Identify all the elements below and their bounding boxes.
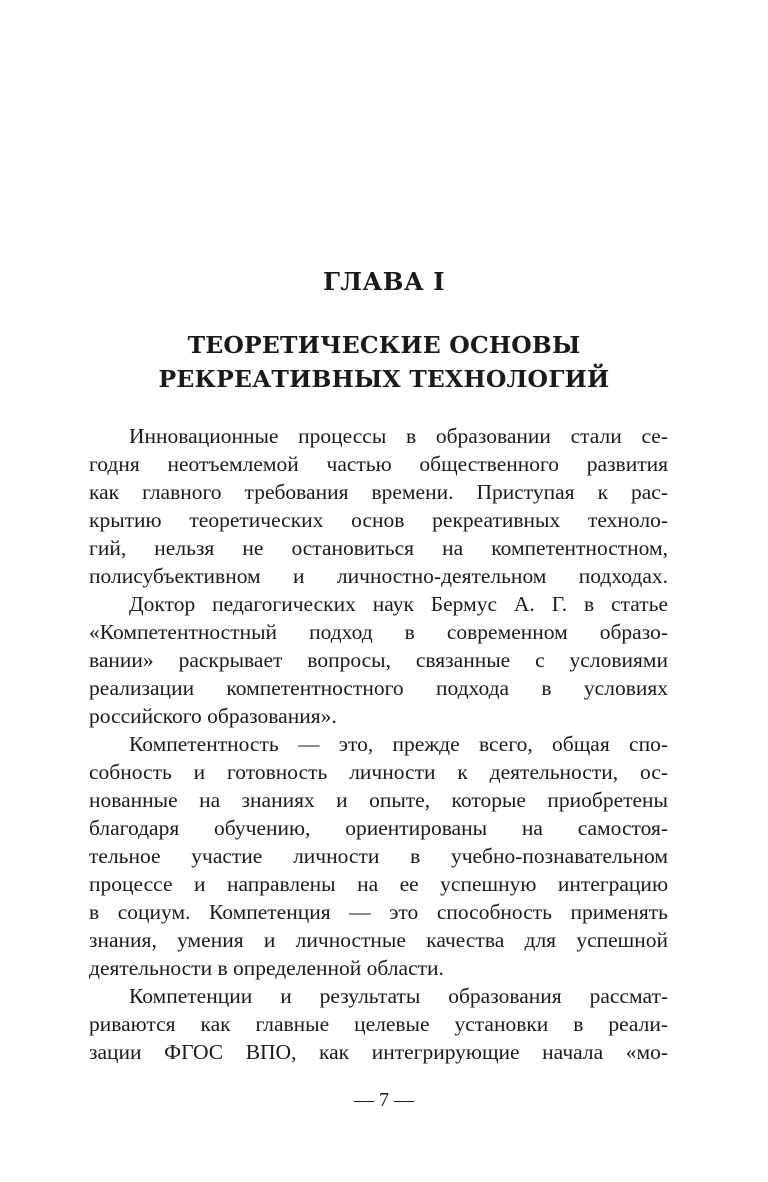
text-line: знания, умения и личностные качества для успешной xyxy=(89,928,668,952)
text-line: нованные на знаниях и опыте, которые приобретены xyxy=(89,788,668,812)
text-line: в социум. Компетенция — это способность применять xyxy=(89,900,668,924)
chapter-title-line: ТЕОРЕТИЧЕСКИЕ ОСНОВЫ xyxy=(187,331,581,359)
text-line: деятельности в определенной области. xyxy=(89,956,444,980)
paragraph xyxy=(89,982,668,1066)
text-line: крытию теоретических основ рекреативных техноло- xyxy=(89,508,668,532)
paragraph xyxy=(89,422,668,590)
chapter-heading: ГЛАВА I xyxy=(323,267,445,296)
text-line: вании» раскрывает вопросы, связанные с условиями xyxy=(89,648,668,672)
text-line: Компетенции и результаты образования рассмат- xyxy=(129,984,668,1008)
text-line: зации ФГОС ВПО, как интегрирующие начала «мо- xyxy=(89,1040,668,1064)
text-line: «Компетентностный подход в современном образо- xyxy=(89,620,668,644)
paragraph xyxy=(89,590,668,730)
text-line: Доктор педагогических наук Бермус А. Г. в статье xyxy=(129,592,668,616)
text-line: благодаря обучению, ориентированы на самостоя- xyxy=(89,816,668,840)
text-line: гий, нельзя не остановиться на компетентностном, xyxy=(89,536,668,560)
text-line: годня неотъемлемой частью общественного развития xyxy=(89,452,668,476)
text-line: процессе и направлены на ее успешную интеграцию xyxy=(89,872,668,896)
text-line: риваются как главные целевые установки в реали- xyxy=(89,1012,668,1036)
paragraph xyxy=(89,730,668,982)
chapter-title-line: РЕКРЕАТИВНЫХ ТЕХНОЛОГИЙ xyxy=(158,365,610,393)
text-line: собность и готовность личности к деятельности, ос- xyxy=(89,760,668,784)
chapter-title xyxy=(0,328,768,396)
text-line: тельное участие личности в учебно-познавательном xyxy=(89,844,668,868)
text-line: Инновационные процессы в образовании стали се- xyxy=(129,424,668,448)
page-number: — 7 — xyxy=(354,1089,414,1111)
text-line: Компетентность — это, прежде всего, общая спо- xyxy=(129,732,668,756)
body-text xyxy=(89,422,668,1066)
text-line: российского образования». xyxy=(89,704,337,728)
text-line: как главного требования времени. Приступая к рас- xyxy=(89,480,668,504)
text-line: реализации компетентностного подхода в условиях xyxy=(89,676,668,700)
text-line: полисубъективном и личностно-деятельном подходах. xyxy=(89,564,668,588)
